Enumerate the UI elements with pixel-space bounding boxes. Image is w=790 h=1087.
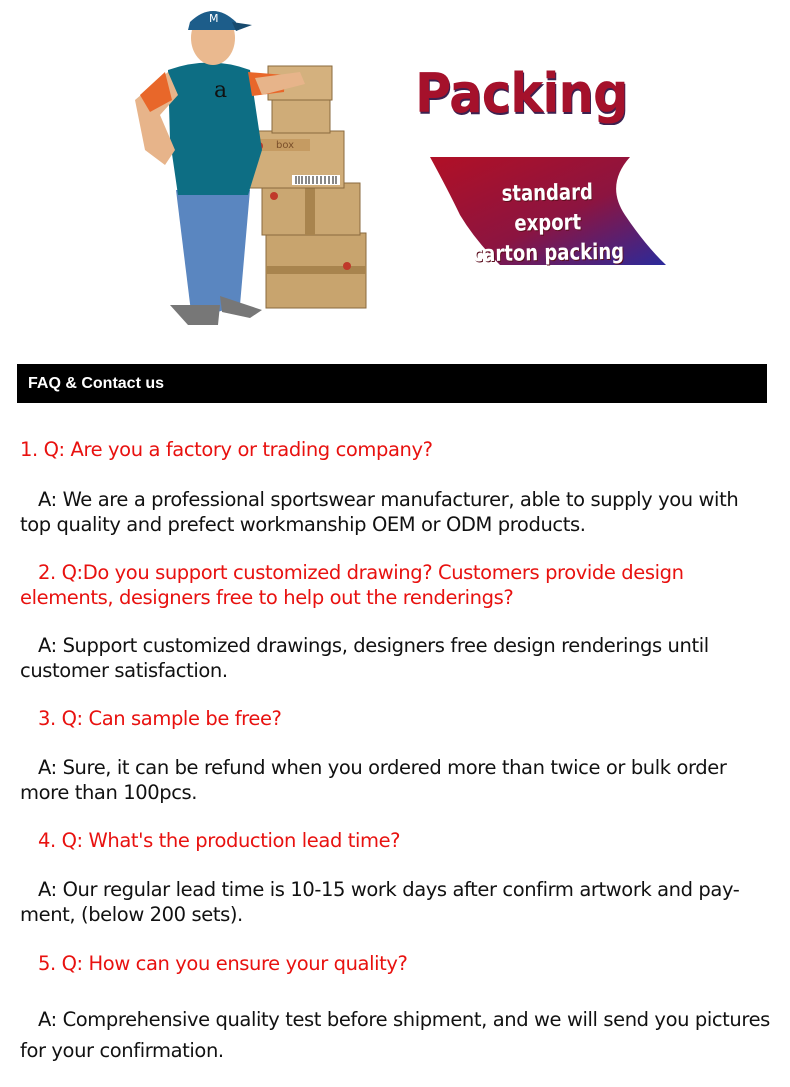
faq-answer-5: A: Comprehensive quality test before shipment, and we will send you pictures for your confirmation. <box>20 1008 770 1062</box>
packing-banner <box>430 155 670 267</box>
faq-question-2: 2. Q:Do you support customized drawing? Customers provide design elements, designers free to help out the renderings? <box>20 561 684 609</box>
faq-header-title: FAQ & Contact us <box>28 375 165 392</box>
cap-logo: M <box>209 12 219 25</box>
faq-answer-1: A: We are a professional sportswear manufacturer, able to supply you with top quality and prefect workmanship OEM or ODM products. <box>20 488 739 536</box>
banner-line-1: standard export <box>501 180 594 237</box>
faq-question-4: 4. Q: What's the production lead time? <box>38 829 401 852</box>
faq-answer-4: A: Our regular lead time is 10-15 work days after confirm artwork and pay- ment, (below 200 sets). <box>20 878 740 926</box>
shirt-logo: a <box>214 78 228 103</box>
faq-question-1: 1. Q: Are you a factory or trading company? <box>20 438 433 461</box>
delivery-man-with-boxes-image <box>0 0 400 340</box>
faq-answer-3: A: Sure, it can be refund when you ordered more than twice or bulk order more than 100pcs. <box>20 756 727 804</box>
box-label: box <box>276 140 295 151</box>
carton-box-icon <box>248 66 366 308</box>
banner-line-2: carton packing <box>472 239 625 268</box>
faq-question-5: 5. Q: How can you ensure your quality? <box>38 952 408 975</box>
faq-answer-2: A: Support customized drawings, designers free design renderings until customer satisfaction. <box>20 634 709 682</box>
faq-question-3: 3. Q: Can sample be free? <box>38 707 282 730</box>
packing-title: Packing <box>415 62 628 125</box>
packing-illustration <box>0 0 790 340</box>
faq-header-bar <box>17 364 767 403</box>
